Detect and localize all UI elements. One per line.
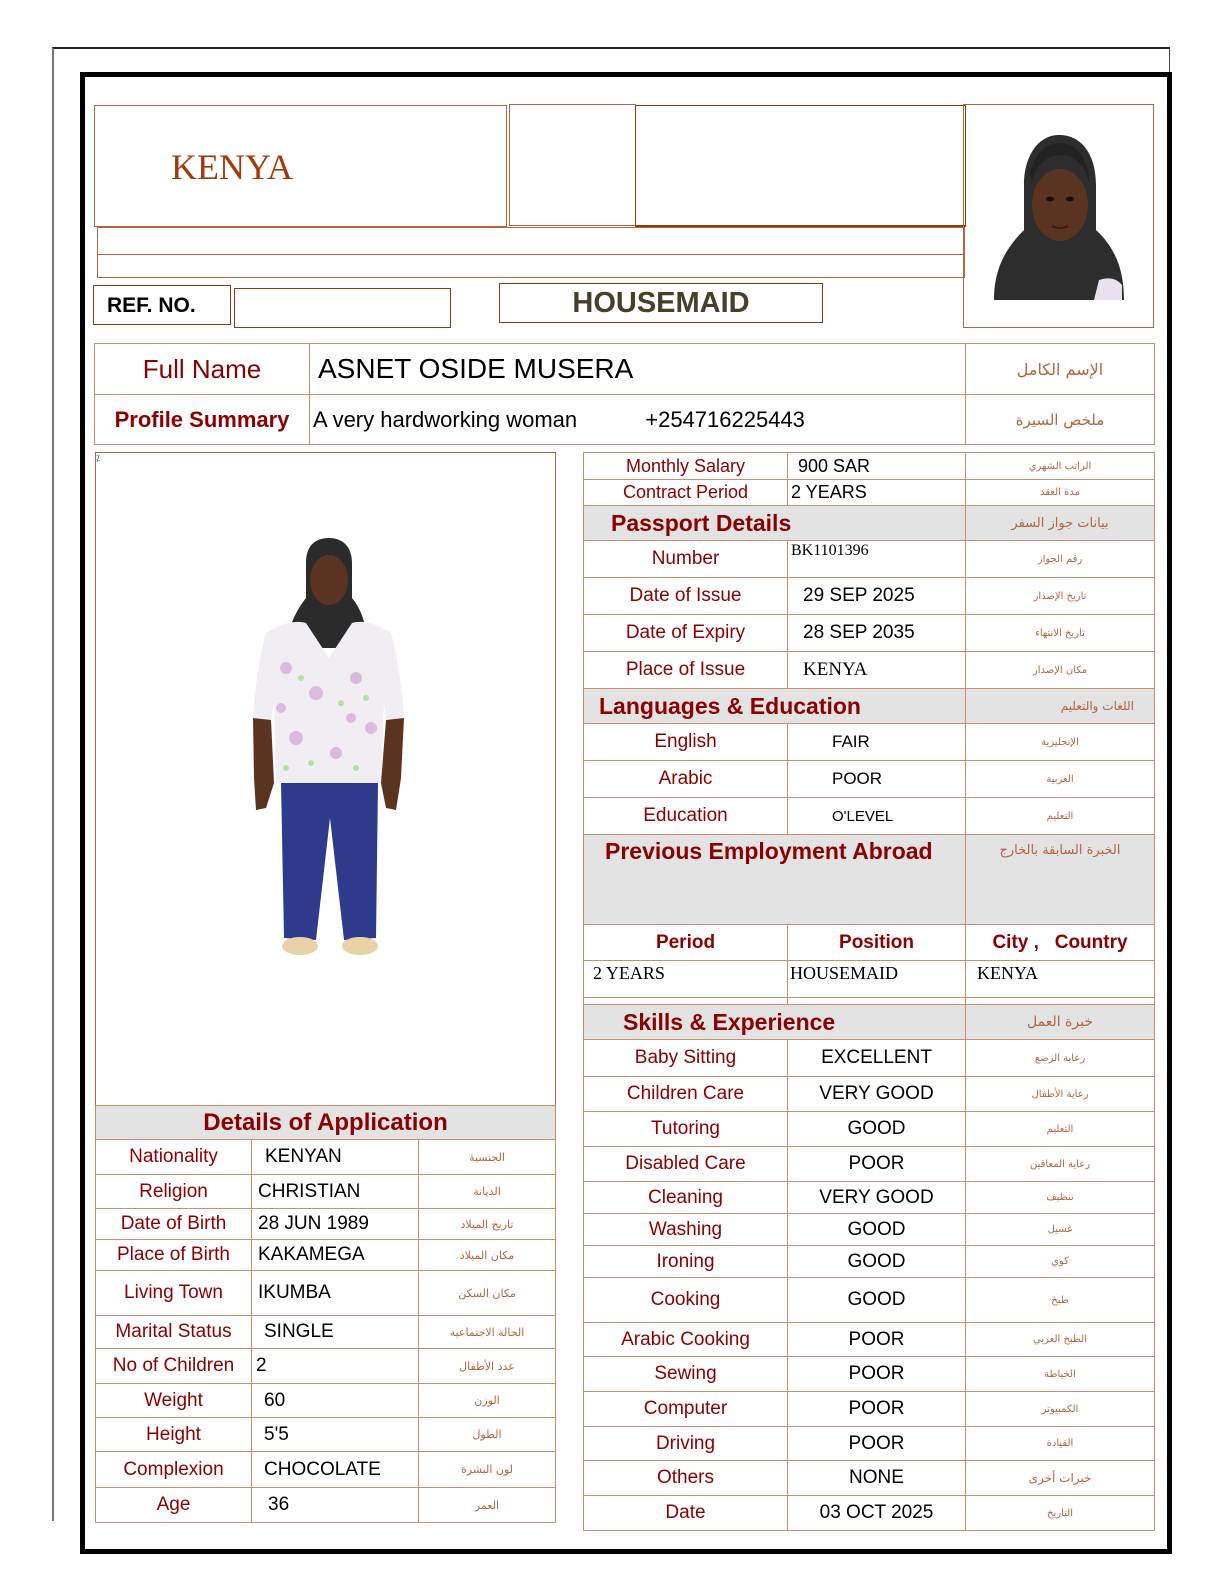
header-strip-2 bbox=[97, 254, 965, 278]
application-section-title: Details of Application bbox=[96, 1106, 556, 1140]
application-row-value: 60 bbox=[252, 1384, 419, 1418]
language-row-label: Education bbox=[584, 798, 788, 835]
application-row bbox=[96, 1418, 556, 1452]
skill-row-label: Date bbox=[584, 1496, 788, 1531]
passport-row-value: KENYA bbox=[788, 652, 966, 689]
full-body-photo bbox=[226, 528, 426, 968]
passport-row-value: 28 SEP 2035 bbox=[788, 615, 966, 652]
application-row-arabic: الديانة bbox=[419, 1175, 556, 1209]
application-row-value: 36 bbox=[252, 1488, 419, 1523]
contract-row-label: Contract Period bbox=[584, 480, 788, 506]
application-row-value: CHRISTIAN bbox=[252, 1175, 419, 1209]
application-row-label: Date of Birth bbox=[96, 1209, 252, 1240]
employment-position: HOUSEMAID bbox=[788, 961, 966, 998]
portrait-photo bbox=[964, 105, 1152, 325]
application-row-arabic: الطول bbox=[419, 1418, 556, 1452]
application-row bbox=[96, 1271, 556, 1316]
language-row bbox=[584, 798, 1155, 835]
application-row bbox=[96, 1452, 556, 1488]
languages-header-row bbox=[584, 689, 1155, 724]
skill-row-label: Tutoring bbox=[584, 1112, 788, 1147]
skill-row-label: Children Care bbox=[584, 1077, 788, 1112]
language-row-label: English bbox=[584, 724, 788, 761]
application-row bbox=[96, 1209, 556, 1240]
passport-row-value: BK1101396 bbox=[788, 541, 966, 578]
skill-row-value: POOR bbox=[788, 1427, 966, 1461]
skill-row-value: VERY GOOD bbox=[788, 1182, 966, 1214]
application-row-label: Weight bbox=[96, 1384, 252, 1418]
application-row bbox=[96, 1384, 556, 1418]
language-row-arabic: التعليم bbox=[966, 798, 1155, 835]
passport-row-label: Place of Issue bbox=[584, 652, 788, 689]
skill-row-label: Ironing bbox=[584, 1246, 788, 1278]
full-name-value: ASNET OSIDE MUSERA bbox=[310, 344, 966, 395]
contract-row-arabic: الراتب الشهري bbox=[966, 453, 1155, 480]
skill-row-arabic: رعاية الرضع bbox=[966, 1040, 1155, 1077]
language-row-arabic: الإنجليزية bbox=[966, 724, 1155, 761]
skill-row bbox=[584, 1278, 1155, 1323]
passport-row bbox=[584, 615, 1155, 652]
application-row-label: Age bbox=[96, 1488, 252, 1523]
country-box bbox=[94, 105, 507, 227]
profile-summary-label: Profile Summary bbox=[95, 395, 310, 445]
employment-spacer-row bbox=[584, 998, 1155, 1005]
skill-row-value: GOOD bbox=[788, 1246, 966, 1278]
skill-row-label: Others bbox=[584, 1461, 788, 1496]
skill-row-arabic: خبرات أخرى bbox=[966, 1461, 1155, 1496]
passport-row-arabic: رقم الجواز bbox=[966, 541, 1155, 578]
skill-row-label: Arabic Cooking bbox=[584, 1323, 788, 1357]
phone-number: +254716225443 bbox=[645, 406, 805, 432]
skill-row bbox=[584, 1496, 1155, 1531]
application-row-arabic: العمر bbox=[419, 1488, 556, 1523]
application-row-label: Nationality bbox=[96, 1140, 252, 1175]
employment-location: KENYA bbox=[966, 961, 1155, 998]
skill-row-label: Baby Sitting bbox=[584, 1040, 788, 1077]
application-row-arabic: تاريخ الميلاد bbox=[419, 1209, 556, 1240]
header-blank-box-2 bbox=[635, 105, 966, 227]
language-row-arabic: العربية bbox=[966, 761, 1155, 798]
languages-section-title: Languages & Education bbox=[584, 689, 966, 724]
full-name-row bbox=[95, 344, 1155, 395]
portrait-photo-frame bbox=[963, 104, 1154, 328]
skill-row-value: POOR bbox=[788, 1323, 966, 1357]
skill-row-arabic: تنظيف bbox=[966, 1182, 1155, 1214]
application-row-arabic: لون البشرة bbox=[419, 1452, 556, 1488]
passport-section-title: Passport Details bbox=[584, 506, 966, 541]
application-row bbox=[96, 1488, 556, 1523]
employment-period: 2 YEARS bbox=[584, 961, 788, 998]
skills-section-title: Skills & Experience bbox=[584, 1005, 966, 1040]
profile-summary-arabic: ملخص السيرة bbox=[966, 395, 1155, 445]
skill-row-arabic: طبخ bbox=[966, 1278, 1155, 1323]
application-row-arabic: عدد الأطفال bbox=[419, 1349, 556, 1384]
passport-row-arabic: تاريخ الانتهاء bbox=[966, 615, 1155, 652]
skill-row bbox=[584, 1246, 1155, 1278]
contract-row bbox=[584, 453, 1155, 480]
language-row-label: Arabic bbox=[584, 761, 788, 798]
language-row-value: POOR bbox=[788, 761, 966, 798]
skill-row bbox=[584, 1182, 1155, 1214]
contract-row-value: 2 YEARS bbox=[788, 480, 966, 506]
language-row-value: FAIR bbox=[788, 724, 966, 761]
skill-row-value: VERY GOOD bbox=[788, 1077, 966, 1112]
contract-row-arabic: مدة العقد bbox=[966, 480, 1155, 506]
skill-row-label: Cleaning bbox=[584, 1182, 788, 1214]
application-row-value: KAKAMEGA bbox=[252, 1240, 419, 1271]
profile-summary-cell bbox=[310, 395, 966, 445]
identity-table bbox=[94, 343, 1155, 445]
languages-section-title-arabic: اللغات والتعليم bbox=[966, 689, 1155, 724]
language-row bbox=[584, 724, 1155, 761]
passport-row-arabic: مكان الإصدار bbox=[966, 652, 1155, 689]
passport-row-arabic: تاريخ الإصدار bbox=[966, 578, 1155, 615]
application-row-value: KENYAN bbox=[252, 1140, 419, 1175]
application-row bbox=[96, 1316, 556, 1349]
skill-row bbox=[584, 1147, 1155, 1182]
skill-row-arabic: الكمبيوتر bbox=[966, 1392, 1155, 1427]
application-row-label: Complexion bbox=[96, 1452, 252, 1488]
skill-row bbox=[584, 1427, 1155, 1461]
skill-row bbox=[584, 1461, 1155, 1496]
application-row-value: 2 bbox=[252, 1349, 419, 1384]
photo-marker: ⁒ bbox=[96, 453, 101, 463]
passport-row bbox=[584, 652, 1155, 689]
skill-row-label: Computer bbox=[584, 1392, 788, 1427]
ref-no-label-box bbox=[93, 285, 231, 325]
skill-row-value: NONE bbox=[788, 1461, 966, 1496]
employment-column-location: City , Country bbox=[966, 925, 1155, 961]
skill-row-arabic: رعاية المعاقين bbox=[966, 1147, 1155, 1182]
application-row bbox=[96, 1349, 556, 1384]
application-row-value: SINGLE bbox=[252, 1316, 419, 1349]
full-name-arabic: الإسم الكامل bbox=[966, 344, 1155, 395]
skill-row-label: Sewing bbox=[584, 1357, 788, 1392]
skill-row-value: GOOD bbox=[788, 1214, 966, 1246]
application-row-arabic: الجنسية bbox=[419, 1140, 556, 1175]
application-row-label: Place of Birth bbox=[96, 1240, 252, 1271]
skill-row-value: POOR bbox=[788, 1392, 966, 1427]
skill-row bbox=[584, 1357, 1155, 1392]
skill-row-arabic: كوي bbox=[966, 1246, 1155, 1278]
application-row-label: Religion bbox=[96, 1175, 252, 1209]
position-title: HOUSEMAID bbox=[572, 287, 750, 319]
skills-header-row bbox=[584, 1005, 1155, 1040]
contract-row bbox=[584, 480, 1155, 506]
skill-row-value: GOOD bbox=[788, 1112, 966, 1147]
application-row-value: 28 JUN 1989 bbox=[252, 1209, 419, 1240]
skill-row-label: Washing bbox=[584, 1214, 788, 1246]
header-blank-box-1 bbox=[509, 104, 636, 226]
header-strip-1 bbox=[97, 227, 965, 255]
skill-row bbox=[584, 1323, 1155, 1357]
language-row-value: O'LEVEL bbox=[788, 798, 966, 835]
application-row-value: 5'5 bbox=[252, 1418, 419, 1452]
employment-column-position: Position bbox=[788, 925, 966, 961]
full-name-label: Full Name bbox=[95, 344, 310, 395]
position-title-box bbox=[499, 283, 823, 323]
passport-row-label: Date of Issue bbox=[584, 578, 788, 615]
contract-row-label: Monthly Salary bbox=[584, 453, 788, 480]
skill-row-value: POOR bbox=[788, 1357, 966, 1392]
employment-columns-row bbox=[584, 925, 1155, 961]
employment-section-title: Previous Employment Abroad bbox=[584, 835, 966, 925]
skill-row-value: EXCELLENT bbox=[788, 1040, 966, 1077]
skill-row bbox=[584, 1392, 1155, 1427]
passport-row bbox=[584, 541, 1155, 578]
country-title: KENYA bbox=[171, 147, 293, 187]
skill-row bbox=[584, 1112, 1155, 1147]
passport-row-label: Number bbox=[584, 541, 788, 578]
application-row-arabic: مكان السكن bbox=[419, 1271, 556, 1316]
application-row-value: IKUMBA bbox=[252, 1271, 419, 1316]
language-row bbox=[584, 761, 1155, 798]
ref-no-label: REF. NO. bbox=[107, 294, 196, 317]
application-row-value: CHOCOLATE bbox=[252, 1452, 419, 1488]
skill-row-arabic: التعليم bbox=[966, 1112, 1155, 1147]
passport-header-row bbox=[584, 506, 1155, 541]
employment-header-row bbox=[584, 835, 1155, 925]
application-row bbox=[96, 1240, 556, 1271]
application-row-label: No of Children bbox=[96, 1349, 252, 1384]
application-row-arabic: الوزن bbox=[419, 1384, 556, 1418]
skill-row-arabic: غسيل bbox=[966, 1214, 1155, 1246]
employment-section-title-arabic: الخبرة السابقة بالخارج bbox=[966, 835, 1155, 925]
skill-row-arabic: رعاية الأطفال bbox=[966, 1077, 1155, 1112]
skill-row-label: Cooking bbox=[584, 1278, 788, 1323]
application-row-arabic: الحالة الاجتماعية bbox=[419, 1316, 556, 1349]
profile-summary-row bbox=[95, 395, 1155, 445]
passport-row-value: 29 SEP 2025 bbox=[788, 578, 966, 615]
skill-row-arabic: الطبخ العربي bbox=[966, 1323, 1155, 1357]
skill-row-label: Driving bbox=[584, 1427, 788, 1461]
skill-row bbox=[584, 1040, 1155, 1077]
application-header-row bbox=[96, 1106, 556, 1140]
full-body-photo-frame bbox=[95, 452, 556, 1107]
skill-row-value: 03 OCT 2025 bbox=[788, 1496, 966, 1531]
application-row-arabic: مكان الميلاد bbox=[419, 1240, 556, 1271]
profile-summary-text: A very hardworking woman bbox=[313, 406, 578, 432]
skills-section-title-arabic: خبرة العمل bbox=[966, 1005, 1155, 1040]
skill-row-label: Disabled Care bbox=[584, 1147, 788, 1182]
skill-row-arabic: القيادة bbox=[966, 1427, 1155, 1461]
right-details-table bbox=[583, 452, 1155, 1531]
skill-row-arabic: الخياطة bbox=[966, 1357, 1155, 1392]
application-row-label: Height bbox=[96, 1418, 252, 1452]
application-row-label: Marital Status bbox=[96, 1316, 252, 1349]
skill-row-value: POOR bbox=[788, 1147, 966, 1182]
application-details-table bbox=[95, 1105, 556, 1523]
skill-row bbox=[584, 1214, 1155, 1246]
application-row bbox=[96, 1175, 556, 1209]
skill-row-arabic: التاريخ bbox=[966, 1496, 1155, 1531]
passport-row bbox=[584, 578, 1155, 615]
passport-section-title-arabic: بيانات جواز السفر bbox=[966, 506, 1155, 541]
skill-row-value: GOOD bbox=[788, 1278, 966, 1323]
application-row-label: Living Town bbox=[96, 1271, 252, 1316]
passport-row-label: Date of Expiry bbox=[584, 615, 788, 652]
employment-row bbox=[584, 961, 1155, 998]
contract-row-value: 900 SAR bbox=[788, 453, 966, 480]
ref-no-value-field bbox=[234, 288, 451, 328]
application-row bbox=[96, 1140, 556, 1175]
skill-row bbox=[584, 1077, 1155, 1112]
employment-column-period: Period bbox=[584, 925, 788, 961]
